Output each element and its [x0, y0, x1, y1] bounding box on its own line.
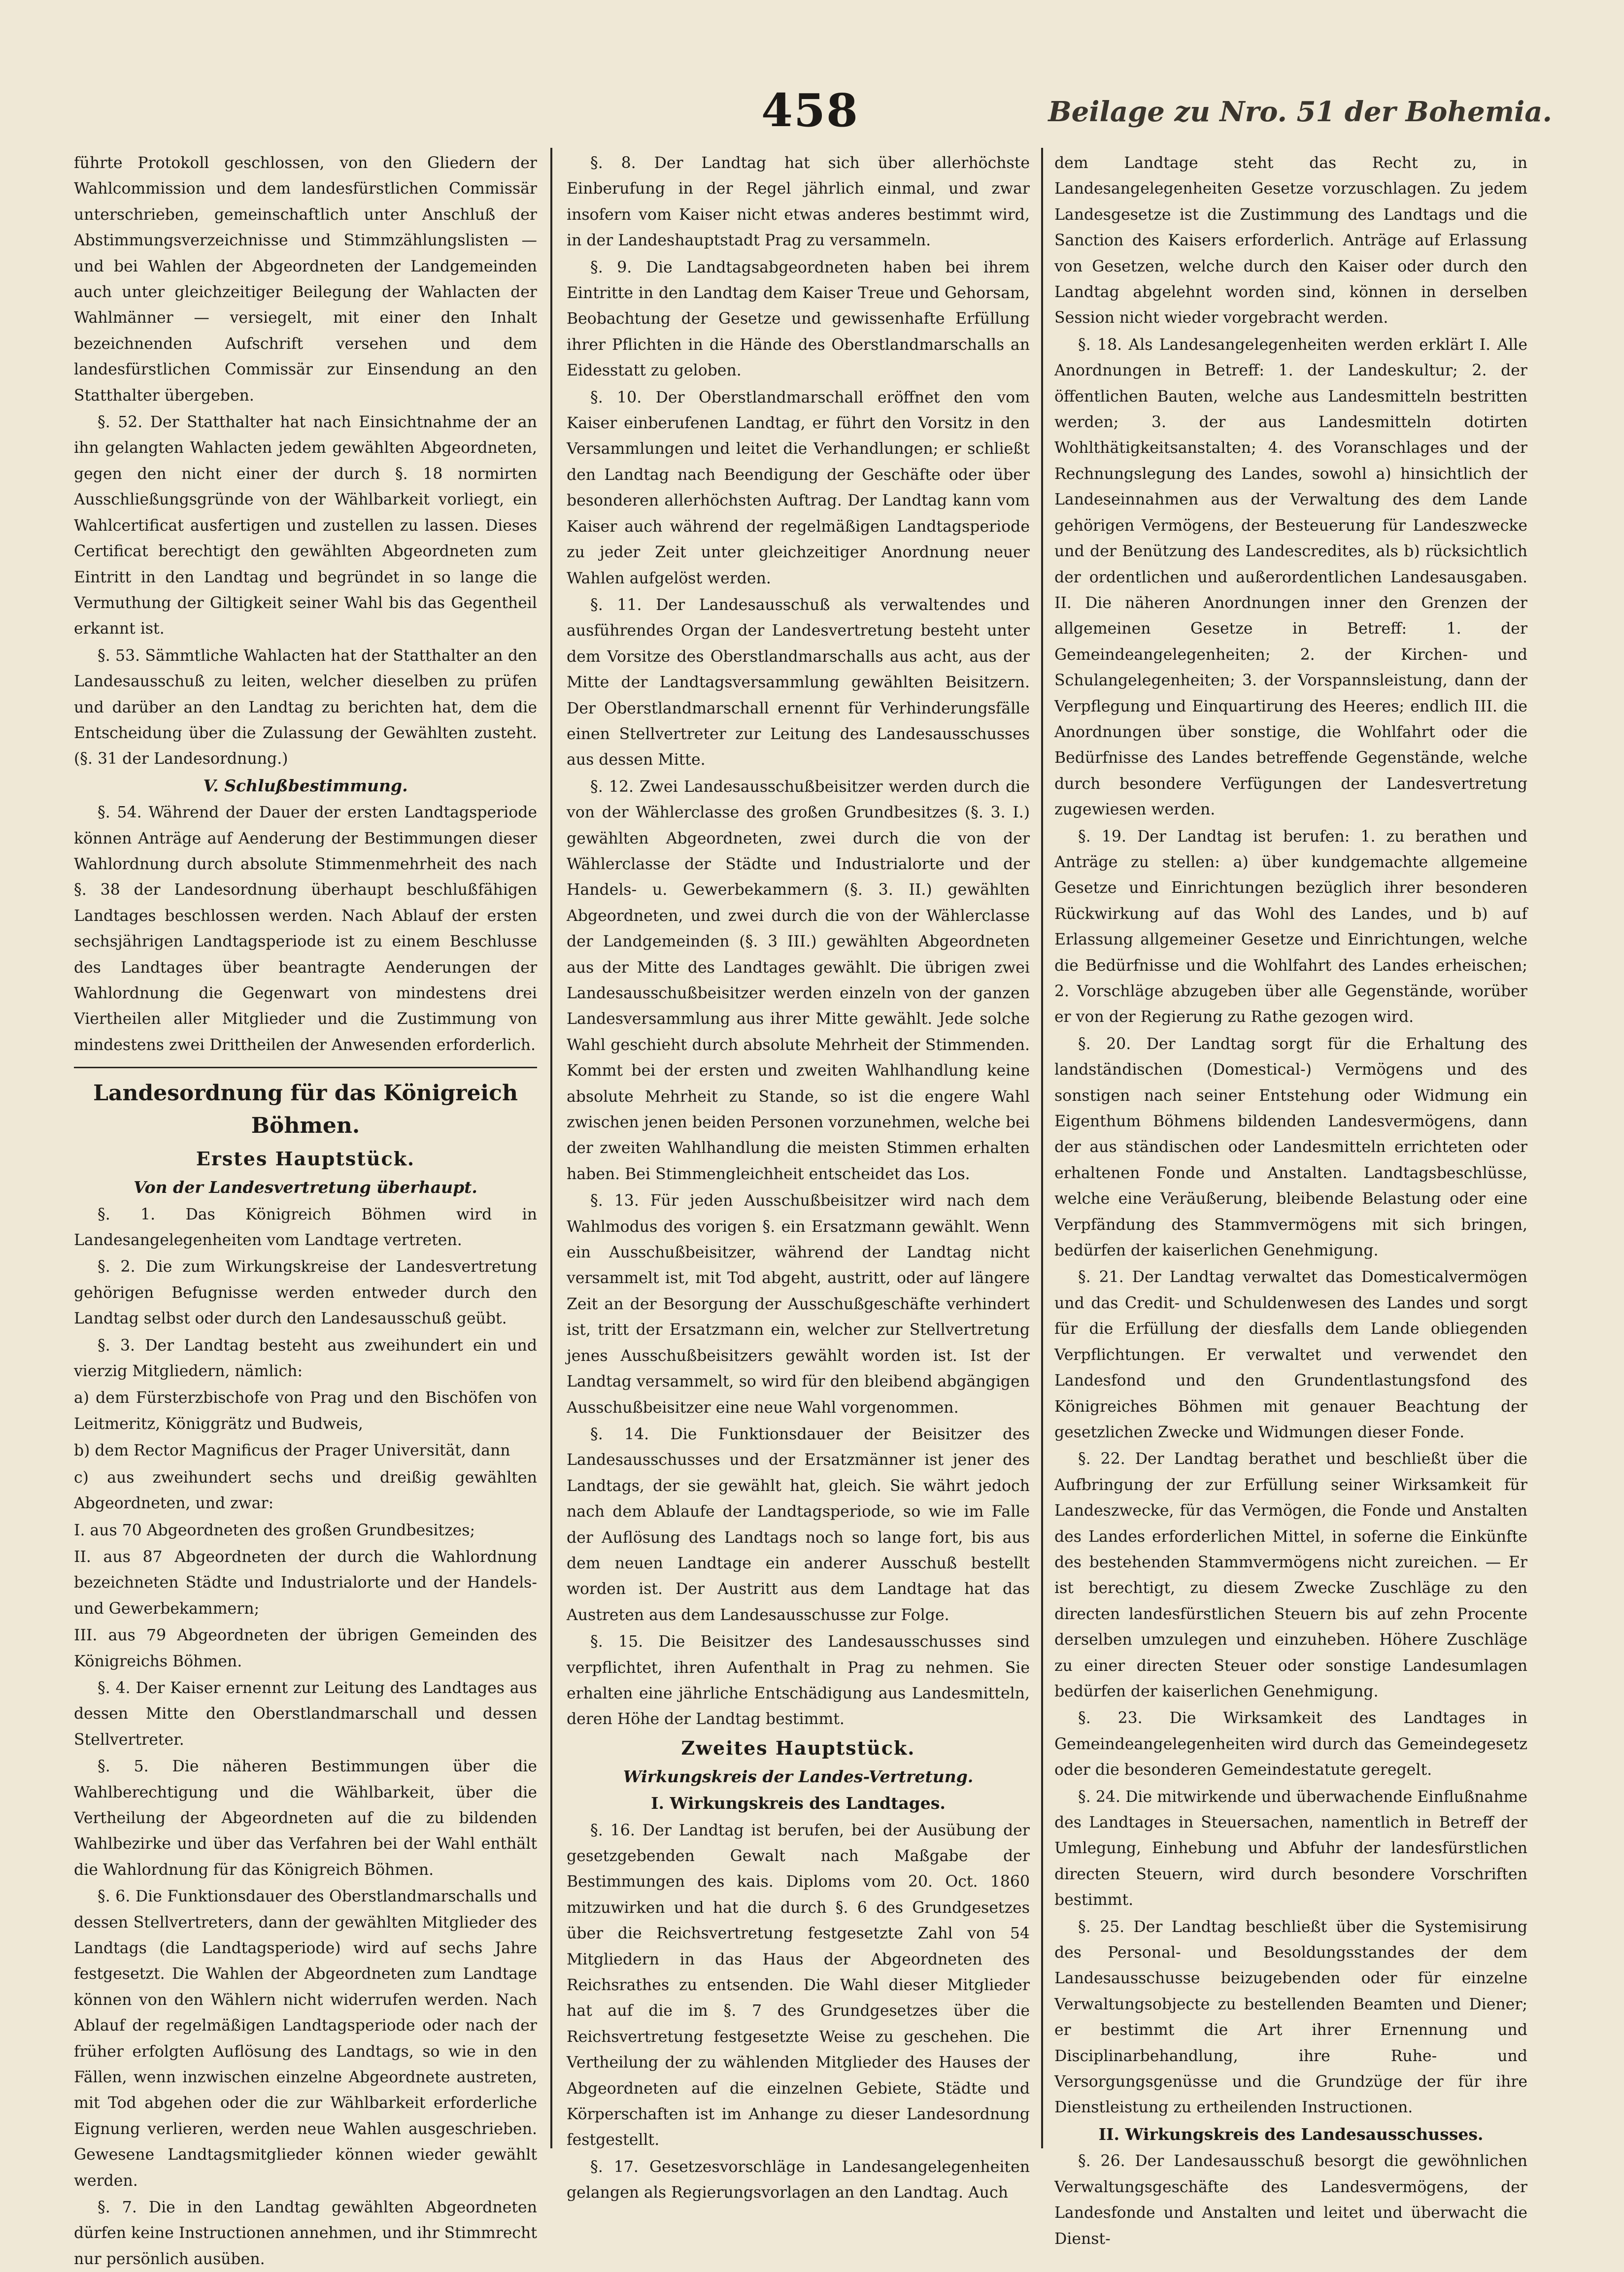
list-item: I. aus 70 Abgeordneten des großen Grundbesitzes; — [74, 1521, 475, 1539]
paragraph-13: §. 13. Für jeden Ausschußbeisitzer wird nach dem Wahlmodus des vorigen §. ein Ersatzmann gewählt. Wenn ein Ausschußbeisitzer, während der Landtag nicht versammelt ist, mit Tod abgeht, austritt, oder auf längere Zeit an der Besorgung der Ausschußgeschäfte verhindert ist, tritt der Ersatzmann ein, welcher zur Stellvertretung jenes Ausschußbeisitzers gewählt worden ist. Ist der Landtag versammelt, so wird für den bleibend abgängigen Ausschußbeisitzer eine neue Wahl vorgenommen. — [567, 1192, 1030, 1417]
column-rule-left — [550, 148, 552, 2148]
chapter-heading: Erstes Hauptstück. — [196, 1148, 415, 1170]
paragraph-16: §. 16. Der Landtag ist berufen, bei der Ausübung der gesetzgebenden Gewalt nach Maßgabe der Bestimmungen des kais. Diploms vom 20. Oct. 1860 mitzuwirken und hat die durch §. 6 des Grundgesetzes über die Reichsvertretung festgesetzte Zahl von 54 Mitgliedern in das Haus der Abgeordneten des Reichsrathes zu entsenden. Die Wahl dieser Mitglieder hat auf die im §. 7 des Grundgesetzes über die Reichsvertretung festgesetzte Weise zu geschehen. Die Vertheilung der zu wählenden Mitglieder des Hauses der Abgeordneten auf die einzelnen Gebiete, Städte und Körperschaften ist im Anhange zu dieser Landesordnung festgestellt. — [567, 1821, 1030, 2149]
article-title: Landesordnung für das Königreich Böhmen. — [93, 1081, 518, 1139]
paragraph-25: §. 25. Der Landtag beschließt über die Systemisirung des Personal- und Besoldungsstandes der dem Landesausschusse beizugebenden oder für einzelne Verwaltungsobjecte zu bestellenden Beamten und Diener; er bestimmt die Art ihrer Ernennung und Disciplinarbehandlung, ihre Ruhe- und Versorgungsgenüsse und die Grundzüge der für ihre Dienstleistung zu ertheilenden Instructionen. — [1054, 1918, 1527, 2117]
paragraph-54: §. 54. Während der Dauer der ersten Landtagsperiode können Anträge auf Aenderung der Bestimmungen dieser Wahlordnung durch absolute Stimmenmehrheit des nach §. 38 der Landesordnung überhaupt beschlußfähigen Landtages beschlossen werden. Nach Ablauf der ersten sechsjährigen Landtagsperiode ist zu einem Beschlusse des Landtages über beantragte Aenderungen der Wahlordnung die Gegenwart von mindestens drei Viertheilen aller Mitglieder und die Zustimmung von mindestens zwei Drittheilen der Anwesenden erforderlich. — [74, 804, 537, 1054]
paragraph-21: §. 21. Der Landtag verwaltet das Domesticalvermögen und das Credit- und Schuldenwesen des Landes und sorgt für die Erfüllung der diesfalls dem Lande obliegenden Verpflichtungen. Er verwaltet und verwendet den Landesfond und den Grundentlastungsfond des Königreiches Böhmen mit genauer Beachtung der gesetzlichen Zwecke und Widmungen dieser Fonde. — [1054, 1268, 1527, 1441]
paragraph-17: §. 17. Gesetzesvorschläge in Landesangelegenheiten gelangen als Regierungsvorlagen an den Landtag. Auch — [567, 2158, 1030, 2202]
paragraph-7: §. 7. Die in den Landtag gewählten Abgeordneten dürfen keine Instructionen annehmen, und ihr Stimmrecht nur persönlich ausüben. — [74, 2199, 537, 2268]
paragraph-8: §. 8. Der Landtag hat sich über allerhöchste Einberufung in der Regel jährlich einmal, und zwar insofern vom Kaiser nicht etwas anderes bestimmt wird, in der Landeshauptstadt Prag zu versammeln. — [567, 154, 1030, 250]
chapter-subheading: Von der Landesvertretung überhaupt. — [134, 1178, 477, 1197]
paragraph-24: §. 24. Die mitwirkende und überwachende Einflußnahme des Landtages in Steuersachen, namentlich in Betreff der Umlegung, Einhebung und Abfuhr der landesfürstlichen directen Steuern, wird durch besondere Vorschriften bestimmt. — [1054, 1788, 1527, 1909]
column-1 — [74, 150, 537, 2268]
paragraph-5: §. 5. Die näheren Bestimmungen über die Wahlberechtigung und die Wählbarkeit, über die Vertheilung der Abgeordneten auf die zu bildenden Wahlbezirke und über das Verfahren bei der Wahl enthält die Wahlordnung für das Königreich Böhmen. — [74, 1758, 537, 1879]
page-number: 458 — [761, 84, 859, 137]
list-item: c) aus zweihundert sechs und dreißig gewählten Abgeordneten, und zwar: — [74, 1468, 537, 1513]
paragraph-18: §. 18. Als Landesangelegenheiten werden erklärt I. Alle Anordnungen in Betreff: 1. der Landeskultur; 2. der öffentlichen Bauten, welche aus Landesmitteln bestritten werden; 3. der aus Landesmitteln dotirten Wohlthätigkeitsanstalten; 4. des Voranschlages und der Rechnungslegung des Landes, sowohl a) hinsichtlich der Landeseinnahmen aus der Verwaltung des dem Lande gehörigen Vermögens, der Besteuerung für Landeszwecke und der Benützung des Landescredites, als b) rücksichtlich der ordentlichen und außerordentlichen Landesausgaben. II. Die näheren Anordnungen inner den Grenzen der allgemeinen Gesetze in Betreff: 1. der Gemeindeangelegenheiten; 2. der Kirchen- und Schulangelegenheiten; 3. der Vorspannsleistung, dann der Verpflegung und Einquartirung des Heeres; endlich III. die Anordnungen über sonstige, die Wohlfahrt oder die Bedürfnisse des Landes betreffende Gegenstände, welche durch besondere Verfügungen der Landesvertretung zugewiesen werden. — [1054, 336, 1527, 819]
paragraph-14: §. 14. Die Funktionsdauer der Beisitzer des Landesausschusses und der Ersatzmänner ist jener des Landtags, der sie gewählt hat, gleich. Sie währt jedoch nach dem Ablaufe der Landtagsperiode, so wie im Falle der Auflösung des Landtags noch so lange fort, bis aus dem neuen Landtage ein anderer Ausschuß bestellt worden ist. Der Austritt aus dem Landtage hat das Austreten aus dem Landesausschusse zur Folge. — [567, 1425, 1030, 1624]
section-heading: V. Schlußbestimmung. — [203, 776, 408, 795]
paragraph-1: §. 1. Das Königreich Böhmen wird in Landesangelegenheiten vom Landtage vertreten. — [74, 1205, 537, 1250]
paragraph-11: §. 11. Der Landesausschuß als verwaltendes und ausführendes Organ der Landesvertretung besteht unter dem Vorsitze des Oberstlandmarschalls aus acht, aus der Mitte der Landtagsversammlung gewählten Beisitzern. Der Oberstlandmarschall ernennt für Verhinderungsfälle einen Stellvertreter zur Leitung des Landesausschusses aus dessen Mitte. — [567, 596, 1030, 769]
list-item: III. aus 79 Abgeordneten der übrigen Gemeinden des Königreichs Böhmen. — [74, 1627, 537, 1670]
section-heading: I. Wirkungskreis des Landtages. — [651, 1794, 946, 1813]
chapter-heading: Zweites Hauptstück. — [681, 1736, 915, 1759]
paragraph-52: §. 52. Der Statthalter hat nach Einsichtnahme der an ihn gelangten Wahlacten jedem gewählten Abgeordneten, gegen den nicht einer der durch §. 18 normirten Ausschließungsgründe von der Wählbarkeit vorliegt, ein Wahlcertificat ausfertigen und zustellen zu lassen. Dieses Certificat berechtigt den gewählten Abgeordneten zum Eintritt in den Landtag und begründet in so lange die Vermuthung der Giltigkeit seiner Wahl bis das Gegentheil erkannt ist. — [74, 413, 537, 638]
column-rule-right — [1041, 148, 1043, 2148]
list-item: b) dem Rector Magnificus der Prager Universität, dann — [74, 1442, 510, 1460]
list-item: II. aus 87 Abgeordneten der durch die Wahlordnung bezeichneten Städte und Industrialorte und der Handels- und Gewerbekammern; — [74, 1548, 537, 1618]
paragraph: führte Protokoll geschlossen, von den Gliedern der Wahlcommission und dem landesfürstlichen Commissär unterschrieben, gemeinschaftlich unter Anschluß der Abstimmungsverzeichnisse und Stimmzählungslisten — und bei Wahlen der Abgeordneten der Landgemeinden auch unter gleichzeitiger Beilegung der Wahlacten der Wahlmänner — versiegelt, mit einer den Inhalt bezeichnenden Aufschrift versehen und dem landesfürstlichen Commissär zur Einsendung an den Statthalter übergeben. — [74, 154, 537, 405]
list-item: a) dem Fürsterzbischofe von Prag und den Bischöfen von Leitmeritz, Königgrätz und Budweis, — [74, 1389, 537, 1433]
paragraph-15: §. 15. Die Beisitzer des Landesausschusses sind verpflichtet, ihren Aufenthalt in Prag zu nehmen. Sie erhalten eine jährliche Entschädigung aus Landesmitteln, deren Höhe der Landtag bestimmt. — [567, 1633, 1030, 1729]
paragraph-12: §. 12. Zwei Landesausschußbeisitzer werden durch die von der Wählerclasse des großen Grundbesitzes (§. 3. I.) gewählten Abgeordneten, zwei durch die von der Wählerclasse der Städte und Industrialorte und der Handels- u. Gewerbekammern (§. 3. II.) gewählten Abgeordneten, und zwei durch die von der Wählerclasse der Landgemeinden (§. 3 III.) gewählten Abgeordneten aus der Mitte des Landtages gewählt. Die übrigen zwei Landesausschußbeisitzer werden einzeln von der ganzen Landesversammlung aus ihrer Mitte gewählt. Jede solche Wahl geschieht durch absolute Mehrheit der Stimmenden. Kommt bei der ersten und zweiten Wahlhandlung keine absolute Mehrheit zu Stande, so ist die engere Wahl zwischen jenen beiden Personen vorzunehmen, welche bei der zweiten Wahlhandlung die meisten Stimmen erhalten haben. Bei Stimmengleichheit entscheidet das Los. — [567, 778, 1030, 1183]
divider — [74, 1067, 537, 1068]
section-heading: II. Wirkungskreis des Landesausschusses. — [1098, 2124, 1484, 2144]
paragraph-4: §. 4. Der Kaiser ernennt zur Leitung des Landtages aus dessen Mitte den Oberstlandmarschall und dessen Stellvertreter. — [74, 1679, 537, 1749]
column-3 — [1054, 150, 1527, 2248]
paragraph-23: §. 23. Die Wirksamkeit des Landtages in Gemeindeangelegenheiten wird durch das Gemeindegesetz oder die besonderen Gemeindestatute geregelt. — [1054, 1709, 1527, 1779]
paragraph-9: §. 9. Die Landtagsabgeordneten haben bei ihrem Eintritte in den Landtag dem Kaiser Treue und Gehorsam, Beobachtung der Gesetze und gewissenhafte Erfüllung ihrer Pflichten in die Hände des Oberstlandmarschalls an Eidesstatt zu geloben. — [567, 258, 1030, 380]
paragraph: dem Landtage steht das Recht zu, in Landesangelegenheiten Gesetze vorzuschlagen. Zu jedem Landesgesetze ist die Zustimmung des Landtags und die Sanction des Kaisers erforderlich. Anträge auf Erlassung von Gesetzen, welche durch den Kaiser oder durch den Landtag abgelehnt worden sind, können in derselben Session nicht wieder vorgebracht werden. — [1054, 154, 1527, 327]
running-head: Beilage zu Nro. 51 der Bohemia. — [1048, 96, 1552, 128]
paragraph-3: §. 3. Der Landtag besteht aus zweihundert ein und vierzig Mitgliedern, nämlich: — [74, 1336, 537, 1381]
paragraph-6: §. 6. Die Funktionsdauer des Oberstlandmarschalls und dessen Stellvertreters, dann der gewählten Mitglieder des Landtags (die Landtagsperiode) wird auf sechs Jahre festgesetzt. Die Wahlen der Abgeordneten zum Landtage können von den Wählern nicht widerrufen werden. Nach Ablauf der regelmäßigen Landtagsperiode oder nach der früher erfolgten Auflösung des Landtags, so wie in den Fällen, wenn inzwischen einzelne Abgeordnete austreten, mit Tod abgehen oder die zur Wählbarkeit erforderliche Eignung verlieren, werden neue Wahlen ausgeschrieben. Gewesene Landtagsmitglieder können wieder gewählt werden. — [74, 1888, 537, 2190]
paragraph-26: §. 26. Der Landesausschuß besorgt die gewöhnlichen Verwaltungsgeschäfte des Landesvermögens, der Landesfonde und Anstalten und leitet und überwacht die Dienst- — [1054, 2152, 1527, 2248]
paragraph-20: §. 20. Der Landtag sorgt für die Erhaltung des landständischen (Domestical-) Vermögens und des sonstigen nach seiner Entstehung oder Widmung ein Eigenthum Böhmens bildenden Landesvermögens, dann der aus ständischen oder Landesmitteln errichteten oder erhaltenen Fonde und Anstalten. Landtagsbeschlüsse, welche eine Veräußerung, bleibende Belastung oder eine Verpfändung des Stammvermögens mit sich bringen, bedürfen der kaiserlichen Genehmigung. — [1054, 1035, 1527, 1260]
column-2 — [567, 150, 1030, 2202]
paragraph-2: §. 2. Die zum Wirkungskreise der Landesvertretung gehörigen Befugnisse werden entweder durch den Landtag selbst oder durch den Landesausschuß geübt. — [74, 1258, 537, 1328]
chapter-subheading: Wirkungskreis der Landes-Vertretung. — [623, 1766, 974, 1786]
paragraph-22: §. 22. Der Landtag berathet und beschließt über die Aufbringung der zur Erfüllung seiner Wirksamkeit für Landeszwecke, für das Vermögen, die Fonde und Anstalten des Landes erforderlichen Mittel, in soferne die Einkünfte des bestehenden Stammvermögens nicht zureichen. — Er ist berechtigt, zu diesem Zwecke Zuschläge zu den directen landesfürstlichen Steuern bis auf zehn Procente derselben umzulegen und einzuheben. Höhere Zuschläge zu einer directen Steuer oder sonstige Landesumlagen bedürfen der kaiserlichen Genehmigung. — [1054, 1450, 1527, 1700]
paragraph-10: §. 10. Der Oberstlandmarschall eröffnet den vom Kaiser einberufenen Landtag, er führt den Vorsitz in den Versammlungen und leitet die Verhandlungen; er schließt den Landtag nach Beendigung der Geschäfte oder über besonderen allerhöchsten Auftrag. Der Landtag kann vom Kaiser auch während der regelmäßigen Landtagsperiode zu jeder Zeit unter gleichzeitiger Anordnung neuer Wahlen aufgelöst werden. — [567, 388, 1030, 587]
paragraph-53: §. 53. Sämmtliche Wahlacten hat der Statthalter an den Landesausschuß zu leiten, welcher dieselben zu prüfen und darüber an den Landtag zu berichten hat, dem die Entscheidung über die Zulassung der Gewählten zusteht. (§. 31 der Landesordnung.) — [74, 646, 537, 768]
paragraph-19: §. 19. Der Landtag ist berufen: 1. zu berathen und Anträge zu stellen: a) über kundgemachte allgemeine Gesetze und Einrichtungen bezüglich ihrer besonderen Rückwirkung auf das Wohl des Landes, und b) auf Erlassung allgemeiner Gesetze und Einrichtungen, welche die Bedürfnisse und die Wohlfahrt des Landes erheischen; 2. Vorschläge abzugeben über alle Gegenstände, worüber er von der Regierung zu Rathe gezogen wird. — [1054, 827, 1527, 1026]
page-header — [0, 84, 1624, 138]
